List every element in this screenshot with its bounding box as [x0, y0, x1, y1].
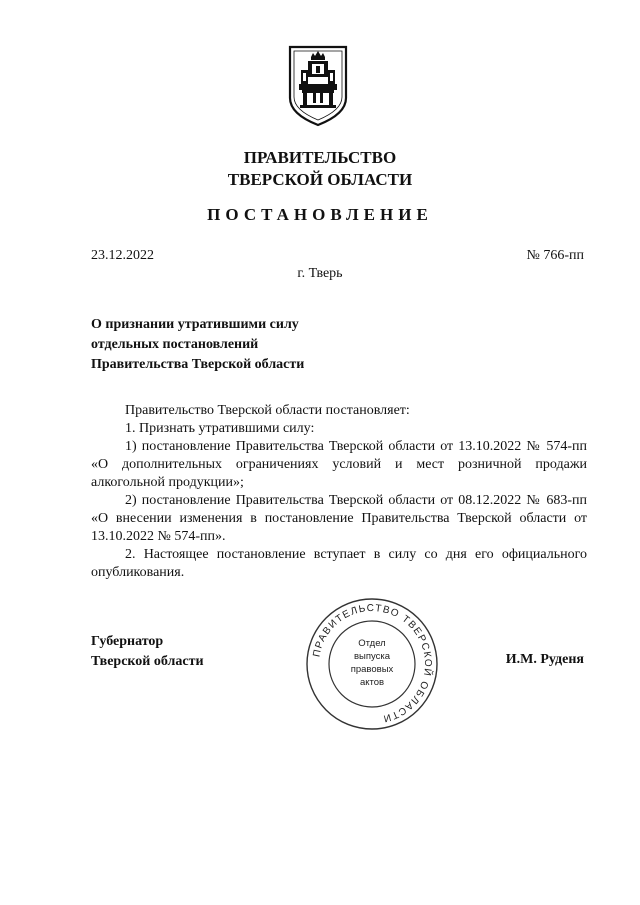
document-body	[91, 402, 587, 582]
org-line-2: ТВЕРСКОЙ ОБЛАСТИ	[227, 170, 413, 189]
document-type: ПОСТАНОВЛЕНИЕ	[207, 205, 433, 224]
signatory-title	[91, 632, 204, 672]
body-paragraph-item-2: 2. Настоящее постановление вступает в силу со дня его официального опубликования.	[91, 547, 587, 580]
signatory-name: И.М. Руденя	[505, 652, 584, 667]
body-paragraph-preamble: Правительство Тверской области постановляет:	[125, 403, 410, 418]
signatory-title-line-1: Губернатор	[91, 634, 164, 649]
body-paragraph-subitem-2: 2) постановление Правительства Тверской области от 08.12.2022 № 683-пп «О внесении изменения в постановление Правительства Тверской области от 13.10.2022 № 574-пп».	[91, 493, 587, 544]
subject-line-2: отдельных постановлений	[91, 337, 259, 352]
document-date: 23.12.2022	[91, 248, 154, 263]
body-paragraph-item-1: 1. Признать утратившими силу:	[125, 421, 315, 436]
org-line-1: ПРАВИТЕЛЬСТВО	[243, 148, 397, 167]
document-number: № 766-пп	[526, 248, 584, 263]
stamp-line-3: правовых	[350, 664, 394, 675]
tver-coat-of-arms-icon	[287, 44, 349, 128]
stamp-line-4: актов	[359, 677, 385, 688]
government-name	[0, 147, 640, 191]
official-stamp	[305, 597, 439, 731]
document-city: г. Тверь	[297, 266, 343, 281]
subject-line-3: Правительства Тверской области	[91, 357, 305, 372]
stamp-ring-text: ПРАВИТЕЛЬСТВО ТВЕРСКОЙ ОБЛАСТИ	[311, 602, 434, 724]
body-paragraph-subitem-1: 1) постановление Правительства Тверской области от 13.10.2022 № 574-пп «О дополнительных ограничениях условий и мест розничной продажи алкогольной продукции»;	[91, 439, 587, 490]
stamp-line-1: Отдел	[358, 638, 386, 649]
stamp-line-2: выпуска	[353, 651, 391, 662]
document-subject	[91, 315, 304, 375]
signatory-title-line-2: Тверской области	[91, 654, 204, 669]
subject-line-1: О признании утратившими силу	[91, 317, 299, 332]
